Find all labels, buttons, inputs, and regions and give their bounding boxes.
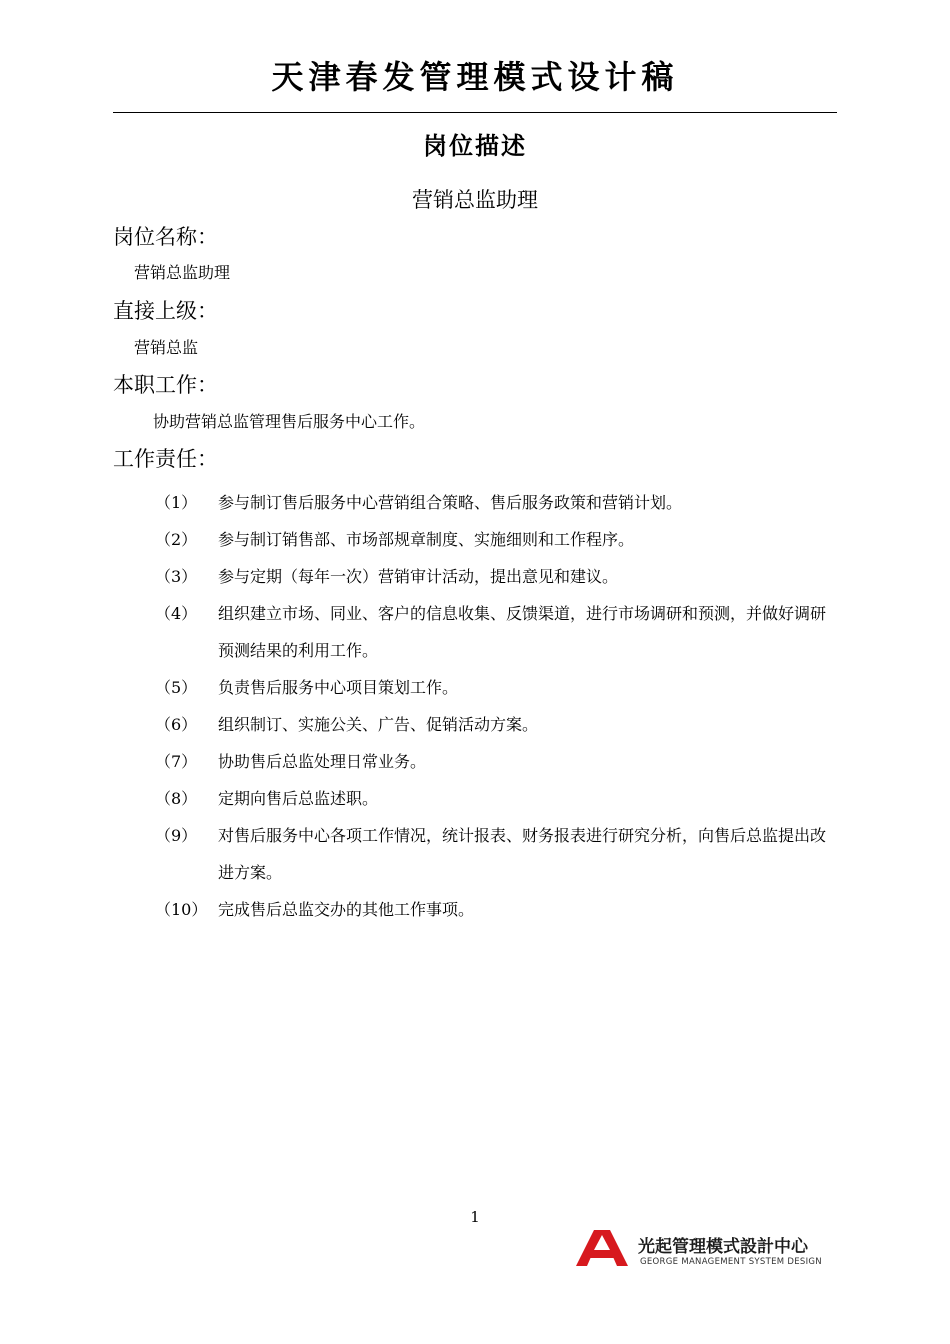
header-divider xyxy=(113,112,837,113)
list-item-number: （8） xyxy=(155,789,198,808)
responsibilities-heading: 工作责任： xyxy=(113,447,218,471)
page-title: 岗位描述 xyxy=(423,132,527,160)
logo-english-name: GEORGE MANAGEMENT SYSTEM DESIGN xyxy=(640,1257,822,1267)
list-item-text: 定期向售后总监述职。 xyxy=(218,789,379,808)
list-item-number: （3） xyxy=(155,567,198,586)
list-item-text: 组织制订、实施公关、广告、促销活动方案。 xyxy=(218,715,539,734)
position-name-value: 营销总监助理 xyxy=(134,263,231,282)
letter-a-logo-icon xyxy=(574,1228,634,1268)
page-subtitle: 营销总监助理 xyxy=(412,188,538,212)
core-work-value: 协助营销总监管理售后服务中心工作。 xyxy=(153,412,426,431)
list-item xyxy=(155,817,840,891)
core-work-heading: 本职工作： xyxy=(113,373,218,397)
list-item-text: 组织建立市场、同业、客户的信息收集、反馈渠道，进行市场调研和预测，并做好调研预测结果的利用工作。 xyxy=(218,604,827,660)
list-item xyxy=(155,484,840,521)
list-item xyxy=(155,521,840,558)
page-number: 1 xyxy=(470,1208,480,1226)
direct-superior-value: 营销总监 xyxy=(134,338,199,357)
list-item xyxy=(155,558,840,595)
footer-logo xyxy=(574,1228,844,1272)
list-item-text: 完成售后总监交办的其他工作事项。 xyxy=(218,900,475,919)
position-name-heading: 岗位名称： xyxy=(113,225,218,249)
list-item-number: （7） xyxy=(155,752,198,771)
list-item-number: （5） xyxy=(155,678,198,697)
list-item xyxy=(155,743,840,780)
list-item-text: 参与制订售后服务中心营销组合策略、售后服务政策和营销计划。 xyxy=(218,493,683,512)
document-header-title: 天津春发管理模式设计稿 xyxy=(271,58,679,96)
list-item xyxy=(155,891,840,928)
direct-superior-heading: 直接上级： xyxy=(113,299,218,323)
list-item-text: 对售后服务中心各项工作情况，统计报表、财务报表进行研究分析，向售后总监提出改进方案。 xyxy=(218,826,827,882)
list-item-text: 负责售后服务中心项目策划工作。 xyxy=(218,678,459,697)
list-item-text: 参与定期（每年一次）营销审计活动，提出意见和建议。 xyxy=(218,567,619,586)
list-item xyxy=(155,706,840,743)
list-item-number: （9） xyxy=(155,826,198,845)
list-item-number: （6） xyxy=(155,715,198,734)
logo-chinese-name: 光起管理模式設計中心 xyxy=(638,1237,808,1257)
responsibilities-list xyxy=(155,484,840,928)
list-item-number: （4） xyxy=(155,604,198,623)
list-item xyxy=(155,669,840,706)
list-item xyxy=(155,595,840,669)
list-item-text: 参与制订销售部、市场部规章制度、实施细则和工作程序。 xyxy=(218,530,635,549)
list-item-text: 协助售后总监处理日常业务。 xyxy=(218,752,427,771)
list-item-number: （2） xyxy=(155,530,198,549)
list-item-number: （10） xyxy=(155,900,208,919)
list-item-number: （1） xyxy=(155,493,198,512)
list-item xyxy=(155,780,840,817)
